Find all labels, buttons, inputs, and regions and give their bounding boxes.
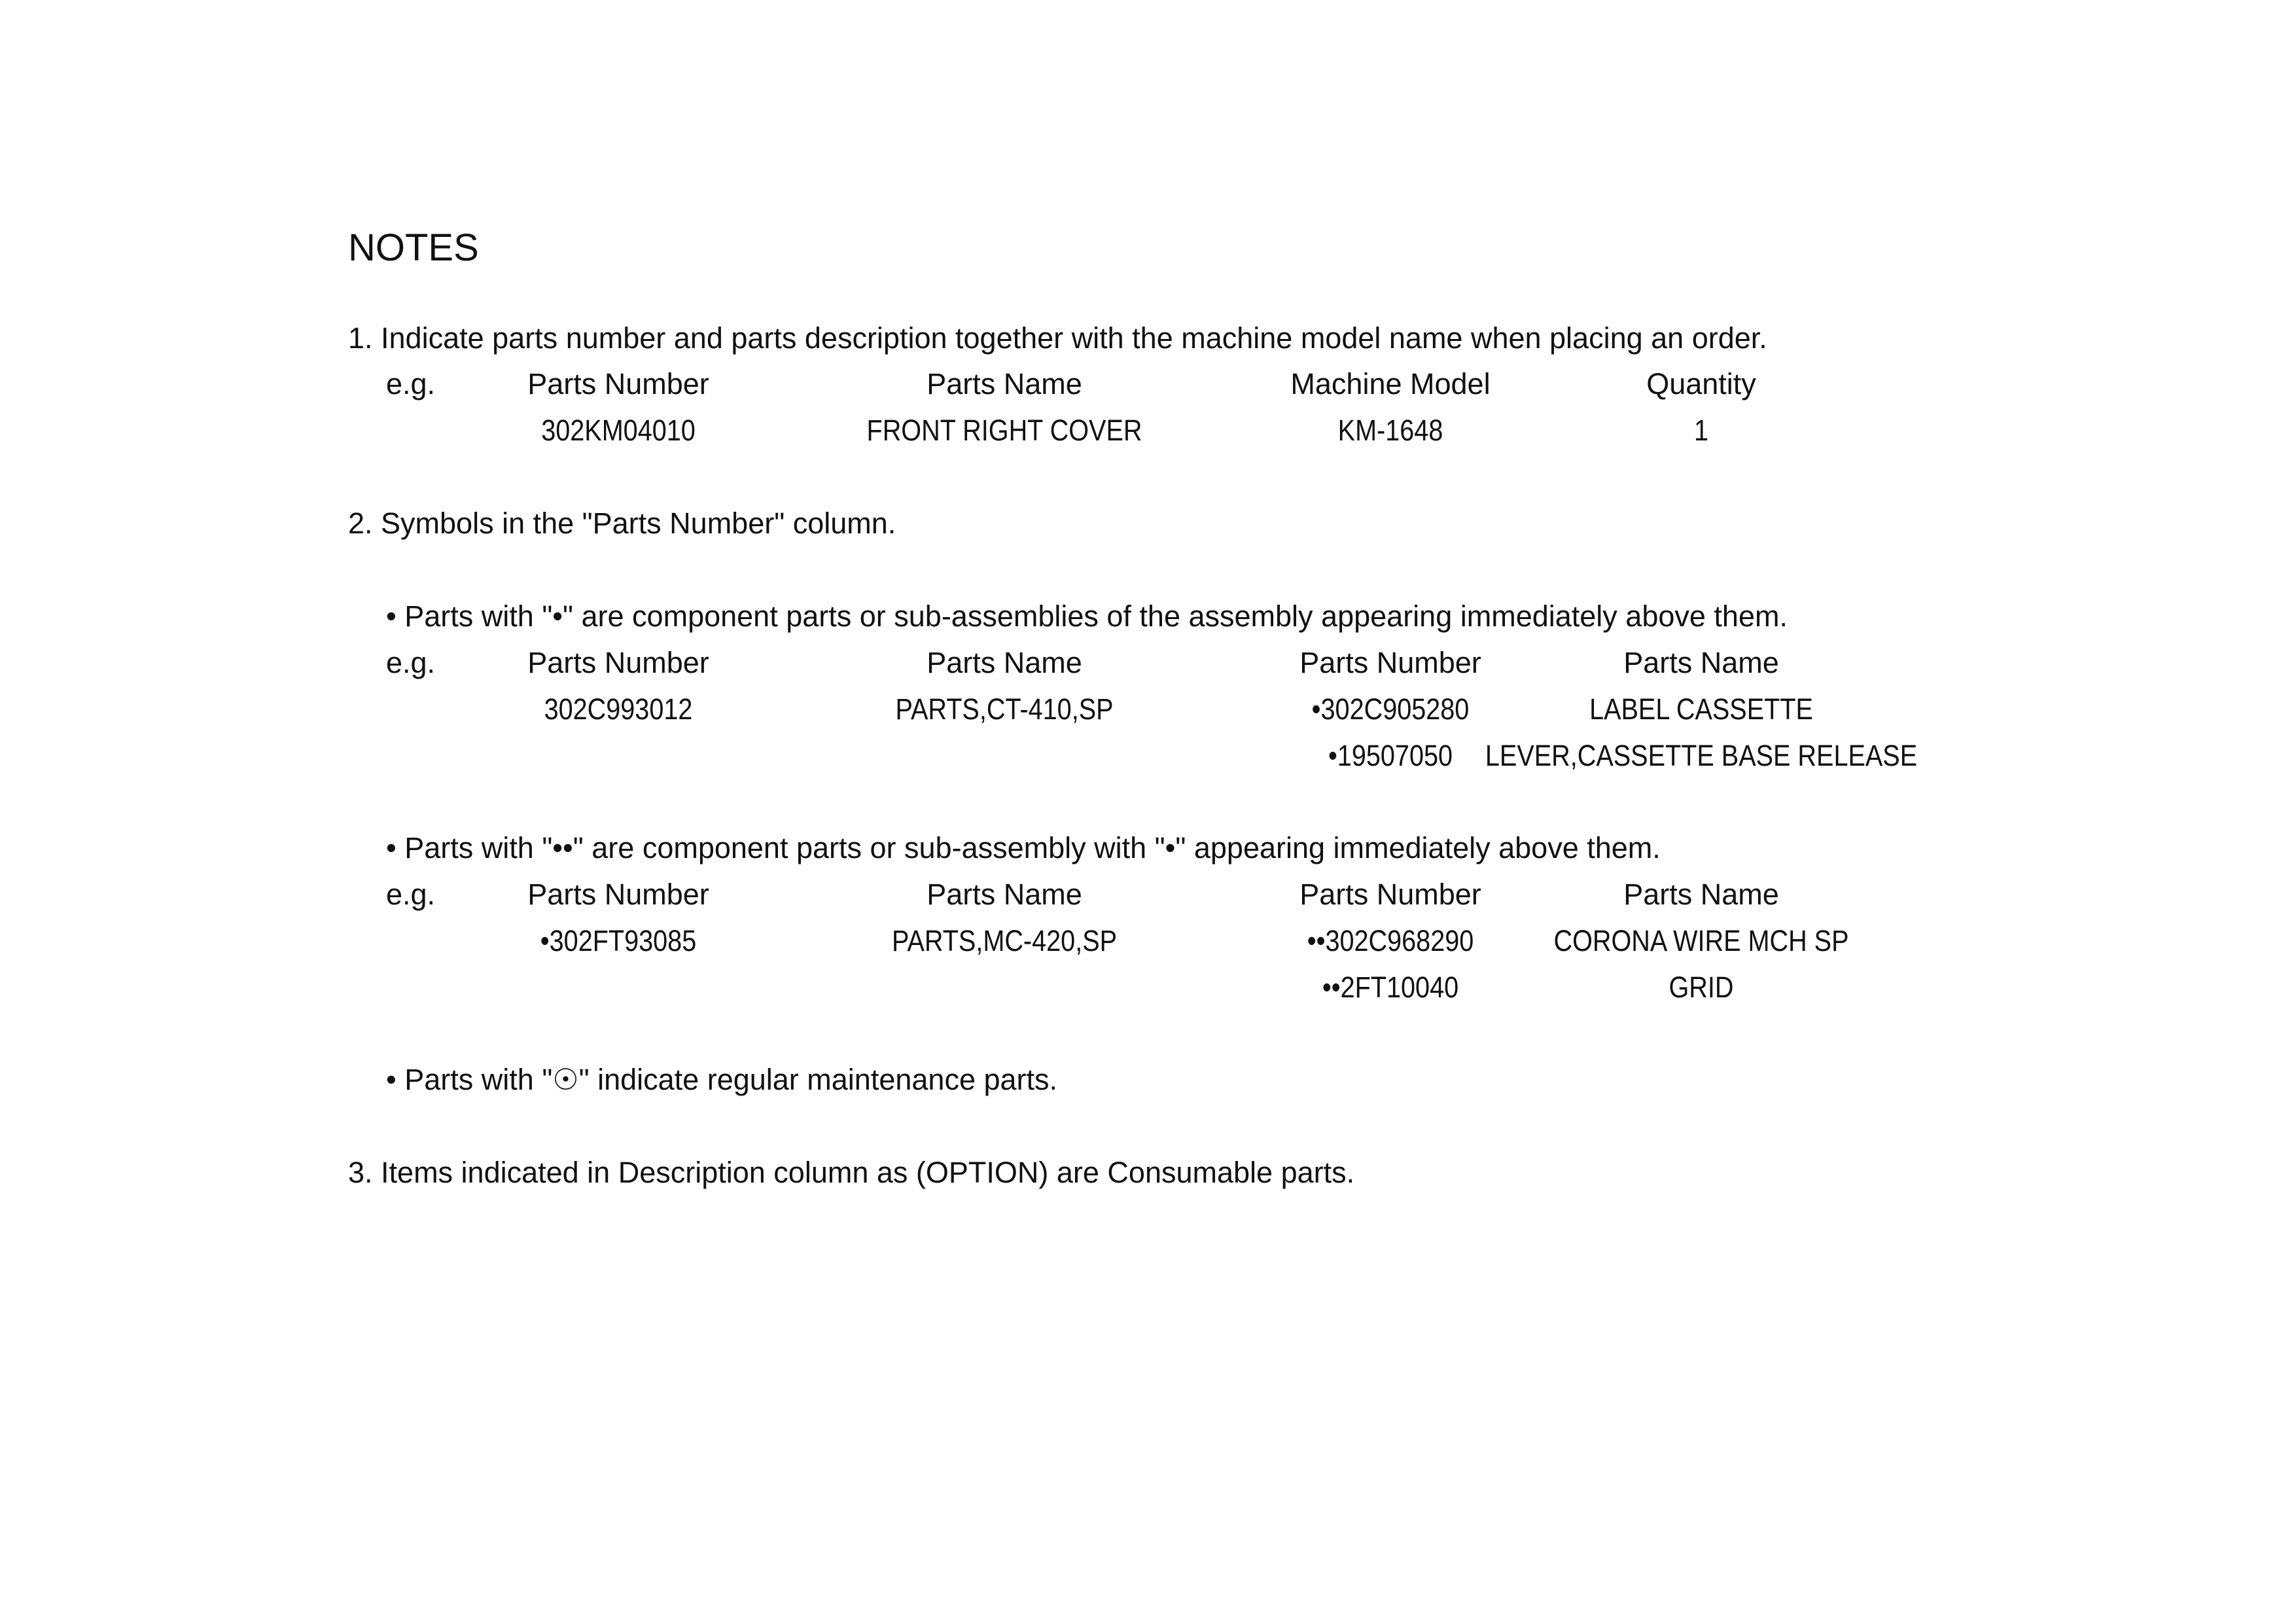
note-1-header-parts-name: Parts Name (927, 367, 1082, 401)
bullet-b-child-1-parts-name: CORONA WIRE MCH SP (1553, 924, 1849, 957)
note-1-header-parts-number: Parts Number (527, 367, 709, 401)
note-1-header-quantity: Quantity (1646, 367, 1756, 401)
bullet-single-dot-text: • Parts with "•" are component parts or sub-assemblies of the assembly appearing immediately above them. (386, 599, 1788, 633)
bullet-a-header-parts-number-2: Parts Number (1299, 646, 1481, 679)
bullet-a-header-parts-number-1: Parts Number (527, 646, 709, 679)
note-1-example-machine-model: KM-1648 (1337, 414, 1443, 447)
note-1-example-parts-name: FRONT RIGHT COVER (866, 414, 1142, 447)
bullet-b-header-parts-number-1: Parts Number (527, 878, 709, 911)
bullet-a-child-1-parts-name: LABEL CASSETTE (1589, 692, 1813, 726)
bullet-a-child-2-parts-number: •19507050 (1328, 739, 1453, 772)
bullet-a-parent-parts-number: 302C993012 (544, 692, 693, 726)
bullet-b-header-parts-name-2: Parts Name (1623, 878, 1779, 911)
note-1-example-parts-number: 302KM04010 (541, 414, 696, 447)
bullet-b-parent-parts-number: •302FT93085 (540, 924, 697, 957)
note-3-text: 3. Items indicated in Description column as (OPTION) are Consumable parts. (348, 1156, 1355, 1189)
note-2-text: 2. Symbols in the "Parts Number" column. (348, 507, 896, 540)
bullet-a-parent-parts-name: PARTS,CT-410,SP (895, 692, 1114, 726)
note-1-text: 1. Indicate parts number and parts description together with the machine model name when placing an order. (348, 321, 1767, 355)
bullet-a-header-parts-name-2: Parts Name (1623, 646, 1779, 679)
bullet-a-header-parts-name-1: Parts Name (927, 646, 1082, 679)
bullet-b-child-2-parts-name: GRID (1669, 971, 1734, 1004)
note-1-header-machine-model: Machine Model (1290, 367, 1491, 401)
bullet-b-header-parts-name-1: Parts Name (927, 878, 1082, 911)
note-1-example-quantity: 1 (1693, 414, 1709, 447)
bullet-b-parent-parts-name: PARTS,MC-420,SP (891, 924, 1118, 957)
note-1-eg-label: e.g. (386, 367, 436, 401)
bullet-b-child-1-parts-number: ••302C968290 (1307, 924, 1474, 957)
bullet-a-eg-label: e.g. (386, 646, 436, 679)
bullet-a-child-1-parts-number: •302C905280 (1311, 692, 1470, 726)
bullet-b-child-2-parts-number: ••2FT10040 (1322, 971, 1459, 1004)
bullet-b-header-parts-number-2: Parts Number (1299, 878, 1481, 911)
bullet-maintenance-text: • Parts with "☉" indicate regular maintenance parts. (386, 1063, 1058, 1096)
bullet-b-eg-label: e.g. (386, 878, 436, 911)
bullet-double-dot-text: • Parts with "••" are component parts or sub-assembly with "•" appearing immediately above them. (386, 831, 1661, 865)
bullet-a-child-2-parts-name: LEVER,CASSETTE BASE RELEASE (1485, 739, 1918, 772)
page-title: NOTES (348, 226, 479, 269)
